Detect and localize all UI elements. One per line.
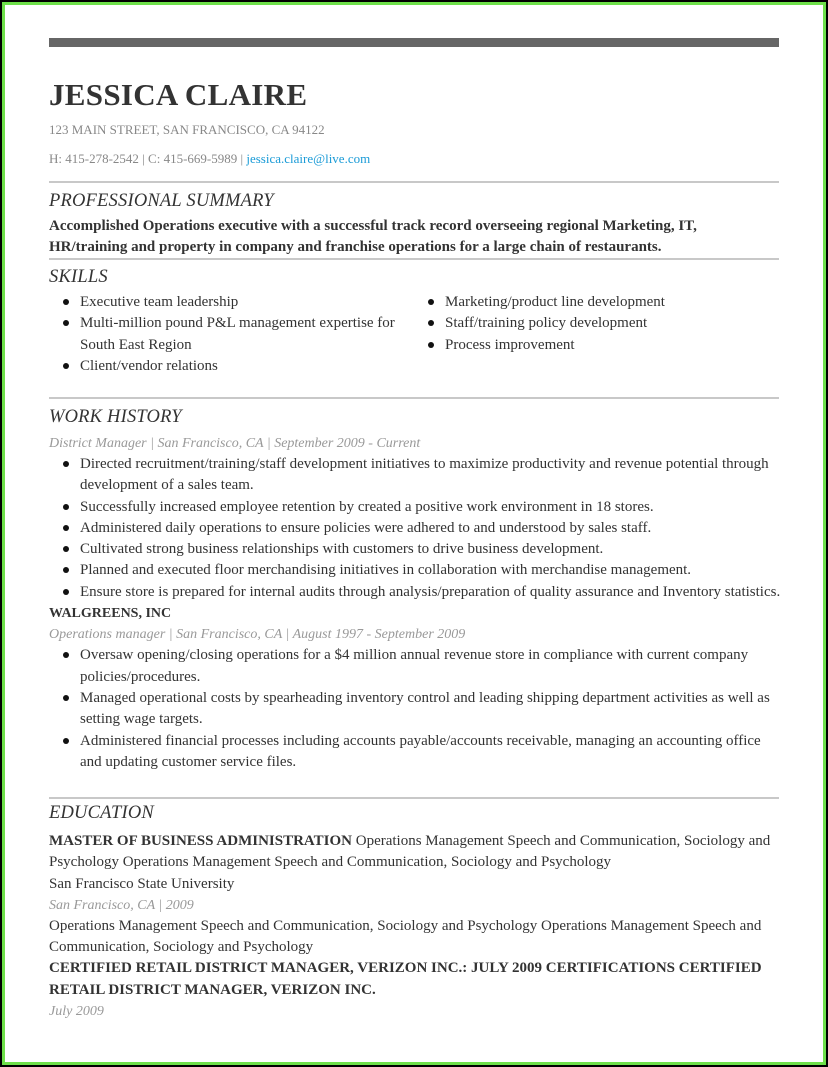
job-bullet: Cultivated strong business relationships with customers to drive business development.	[49, 539, 781, 560]
divider	[49, 797, 779, 799]
skill-item: Executive team leadership	[49, 292, 399, 313]
job-bullet: Managed operational costs by spearheading inventory control and leading shipping department activities as well as setting wage targets.	[49, 688, 781, 731]
skill-item: Client/vendor relations	[49, 356, 399, 377]
address: 123 MAIN STREET, SAN FRANCISCO, CA 94122	[49, 122, 325, 137]
degree	[49, 831, 781, 874]
skills-right	[414, 292, 774, 356]
education-heading: EDUCATION	[49, 803, 154, 823]
school-meta: San Francisco, CA | 2009	[49, 897, 194, 913]
separator: |	[240, 151, 244, 166]
work-history	[49, 433, 781, 773]
job-bullet: Ensure store is prepared for internal audits through analysis/preparation of quality assurance and Inventory statistics.	[49, 582, 781, 603]
separator: |	[142, 151, 145, 166]
skills-list	[49, 292, 781, 382]
work-history-heading: WORK HISTORY	[49, 407, 182, 427]
candidate-name: JESSICA CLAIRE	[49, 77, 308, 112]
job-bullet: Administered daily operations to ensure policies were adhered to and understood by sales staff.	[49, 518, 781, 539]
job-bullet: Directed recruitment/training/staff development initiatives to maximize productivity and revenue potential through development of a sales team.	[49, 454, 781, 497]
job-meta: District Manager | San Francisco, CA | September 2009 - Current	[49, 436, 421, 451]
header-bar	[49, 38, 779, 47]
divider	[49, 181, 779, 183]
email-link[interactable]: jessica.claire@live.com	[246, 151, 371, 166]
skill-item: Marketing/product line development	[414, 292, 774, 313]
skill-item: Process improvement	[414, 335, 774, 356]
job-bullets	[49, 645, 781, 773]
job-bullet: Planned and executed floor merchandising initiatives in collaboration with merchandise management.	[49, 560, 781, 581]
skills-left	[49, 292, 399, 377]
divider	[49, 397, 779, 399]
summary-heading: PROFESSIONAL SUMMARY	[49, 191, 274, 211]
cell-phone: C: 415-669-5989	[148, 151, 238, 166]
school-name: San Francisco State University	[49, 875, 235, 892]
job-bullet: Oversaw opening/closing operations for a $4 million annual revenue store in compliance with current company policies/procedures.	[49, 645, 781, 688]
divider	[49, 258, 779, 260]
certification-meta: July 2009	[49, 1004, 104, 1020]
skills-heading: SKILLS	[49, 267, 108, 287]
job-bullet: Administered financial processes including accounts payable/accounts receivable, managing an accounting office and updating customer service files.	[49, 731, 781, 774]
degree-description: Operations Management Speech and Communication, Sociology and Psychology Operations Management Speech and Communication, Sociology and Psychology	[49, 833, 771, 871]
job-meta: Operations manager | San Francisco, CA | August 1997 - September 2009	[49, 627, 466, 643]
job-bullet: Successfully increased employee retention by created a positive work environment in 18 stores.	[49, 497, 781, 518]
home-phone: H: 415-278-2542	[49, 151, 139, 166]
job-bullets	[49, 454, 781, 603]
certification: CERTIFIED RETAIL DISTRICT MANAGER, VERIZON INC.: JULY 2009 CERTIFICATIONS CERTIFIED RETAIL DISTRICT MANAGER, VERIZON INC.	[49, 960, 762, 998]
education	[49, 831, 781, 1022]
contact-line	[49, 151, 781, 167]
skill-item: Staff/training policy development	[414, 313, 774, 334]
summary-text: Accomplished Operations executive with a successful track record overseeing regional Marketing, IT, HR/training and property in company and franchise operations for a large chain of restaurants.	[49, 218, 697, 256]
education-description: Operations Management Speech and Communication, Sociology and Psychology Operations Management Speech and Communication, Sociology and Psychology	[49, 917, 762, 956]
degree-title: MASTER OF BUSINESS ADMINISTRATION	[49, 833, 352, 849]
company-name: WALGREENS, INC	[49, 606, 172, 622]
skill-item: Multi-million pound P&L management expertise for South East Region	[49, 313, 399, 356]
